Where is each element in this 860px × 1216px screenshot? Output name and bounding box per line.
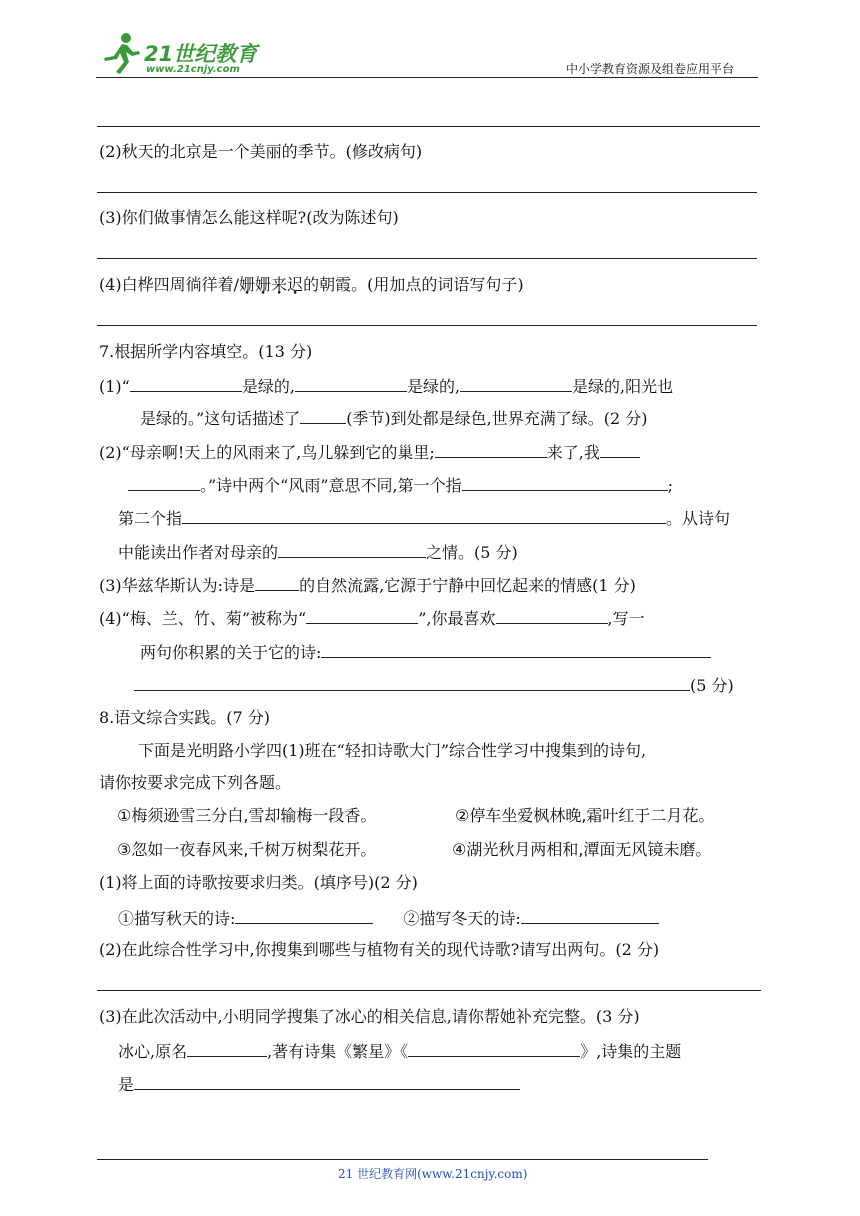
q8-sub3: (3)在此次活动中,小明同学搜集了冰心的相关信息,请你帮她补充完整。(3 分)	[99, 1007, 640, 1026]
q7-part2-line1: (2)“母亲啊!天上的风雨来了,鸟儿躲到它的巢里; 来了,我	[99, 440, 640, 464]
q8-sub3-line3: 是	[118, 1072, 520, 1096]
q8-sub3-line2: 冰心,原名 ,著有诗集《繁星》《 》,诗集的主题	[118, 1039, 681, 1063]
logo-main: 21世纪教育	[144, 42, 258, 66]
blank[interactable]	[300, 406, 346, 424]
blank[interactable]	[435, 440, 547, 458]
q7-part3: (3)华兹华斯认为:诗是 的自然流露,它源于宁静中回忆起来的情感(1 分)	[99, 573, 636, 597]
answer-line-3	[97, 258, 757, 259]
q7-part2-line2: 。”诗中两个“风雨”意思不同,第一个指 ;	[128, 473, 673, 497]
blank[interactable]	[278, 540, 426, 558]
q7-part1-line1: (1)“ 是绿的, 是绿的, 是绿的,阳光也	[99, 374, 673, 398]
q6-item4-start: (4)白桦四周徜徉着/	[99, 275, 240, 294]
runner-icon	[96, 32, 144, 76]
blank[interactable]	[496, 606, 608, 624]
q7-title: 7.根据所学内容填空。(13 分)	[99, 342, 313, 361]
blank[interactable]	[130, 374, 242, 392]
q7-part2-line4: 中能读出作者对母亲的 之情。(5 分)	[118, 540, 518, 564]
footer-text: 21 世纪教育网(www.21cnjy.com)	[338, 1167, 528, 1181]
q7-part4-line3: (5 分)	[134, 673, 734, 697]
poem-2: ②停车坐爱枫林晚,霜叶红于二月花。	[455, 806, 715, 825]
platform-name: 中小学教育资源及组卷应用平台	[566, 62, 735, 76]
blank[interactable]	[187, 1039, 267, 1057]
blank[interactable]	[462, 473, 668, 491]
dotted-char: 迟	[287, 275, 304, 294]
dotted-char: 姗	[255, 275, 272, 294]
q8-intro-1: 下面是光明路小学四(1)班在“轻扣诗歌大门”综合性学习中搜集到的诗句,	[138, 741, 647, 760]
q8-title: 8.语文综合实践。(7 分)	[99, 708, 271, 727]
q6-item4-end: 的朝霞。(用加点的词语写句子)	[303, 275, 524, 294]
q8-sub1: (1)将上面的诗歌按要求归类。(填序号)(2 分)	[99, 873, 418, 892]
poem-1: ①梅须逊雪三分白,雪却输梅一段香。	[117, 806, 377, 825]
blank[interactable]	[460, 374, 572, 392]
blank[interactable]	[321, 640, 711, 658]
blank[interactable]	[134, 673, 690, 691]
q6-item4	[99, 274, 524, 296]
logo-sub: www.21cnjy.com	[146, 64, 240, 75]
answer-line-2	[97, 192, 757, 193]
answer-line-4	[97, 325, 757, 326]
blank[interactable]	[408, 1039, 580, 1057]
blank[interactable]	[521, 906, 659, 924]
q7-part1-line2: 是绿的。”这句话描述了 (季节)到处都是绿色,世界充满了绿。(2 分)	[140, 406, 648, 430]
answer-line-1	[97, 126, 760, 127]
poem-3: ③忽如一夜春风来,千树万树梨花开。	[117, 840, 377, 859]
dotted-char: 来	[271, 275, 288, 294]
q7-part4-line1: (4)“梅、兰、竹、菊”被称为“ ”,你最喜欢 ,写一	[99, 606, 645, 630]
q8-intro-2: 请你按要求完成下列各题。	[99, 773, 292, 792]
blank[interactable]	[600, 440, 640, 458]
dotted-char: 姗	[239, 275, 256, 294]
poem-4: ④湖光秋月两相和,潭面无风镜未磨。	[452, 840, 712, 859]
answer-line-5	[97, 990, 761, 991]
blank[interactable]	[255, 573, 299, 591]
footer-rule	[97, 1159, 708, 1160]
logo	[96, 32, 266, 76]
q8-sub2: (2)在此综合性学习中,你搜集到哪些与植物有关的现代诗歌?请写出两句。(2 分)	[99, 940, 660, 959]
header-rule	[96, 77, 758, 78]
blank[interactable]	[182, 506, 666, 524]
blank[interactable]	[295, 374, 407, 392]
q7-part2-line3: 第二个指 。从诗句	[118, 506, 730, 530]
blank[interactable]	[134, 1072, 520, 1090]
q6-item2: (2)秋天的北京是一个美丽的季节。(修改病句)	[99, 142, 423, 161]
q7-part4-line2: 两句你积累的关于它的诗:	[140, 640, 711, 664]
blank[interactable]	[235, 906, 373, 924]
q8-sub1-answers: ①描写秋天的诗: ②描写冬天的诗:	[118, 906, 659, 930]
blank[interactable]	[306, 606, 418, 624]
q6-item3: (3)你们做事情怎么能这样呢?(改为陈述句)	[99, 208, 399, 227]
blank[interactable]	[128, 473, 200, 491]
